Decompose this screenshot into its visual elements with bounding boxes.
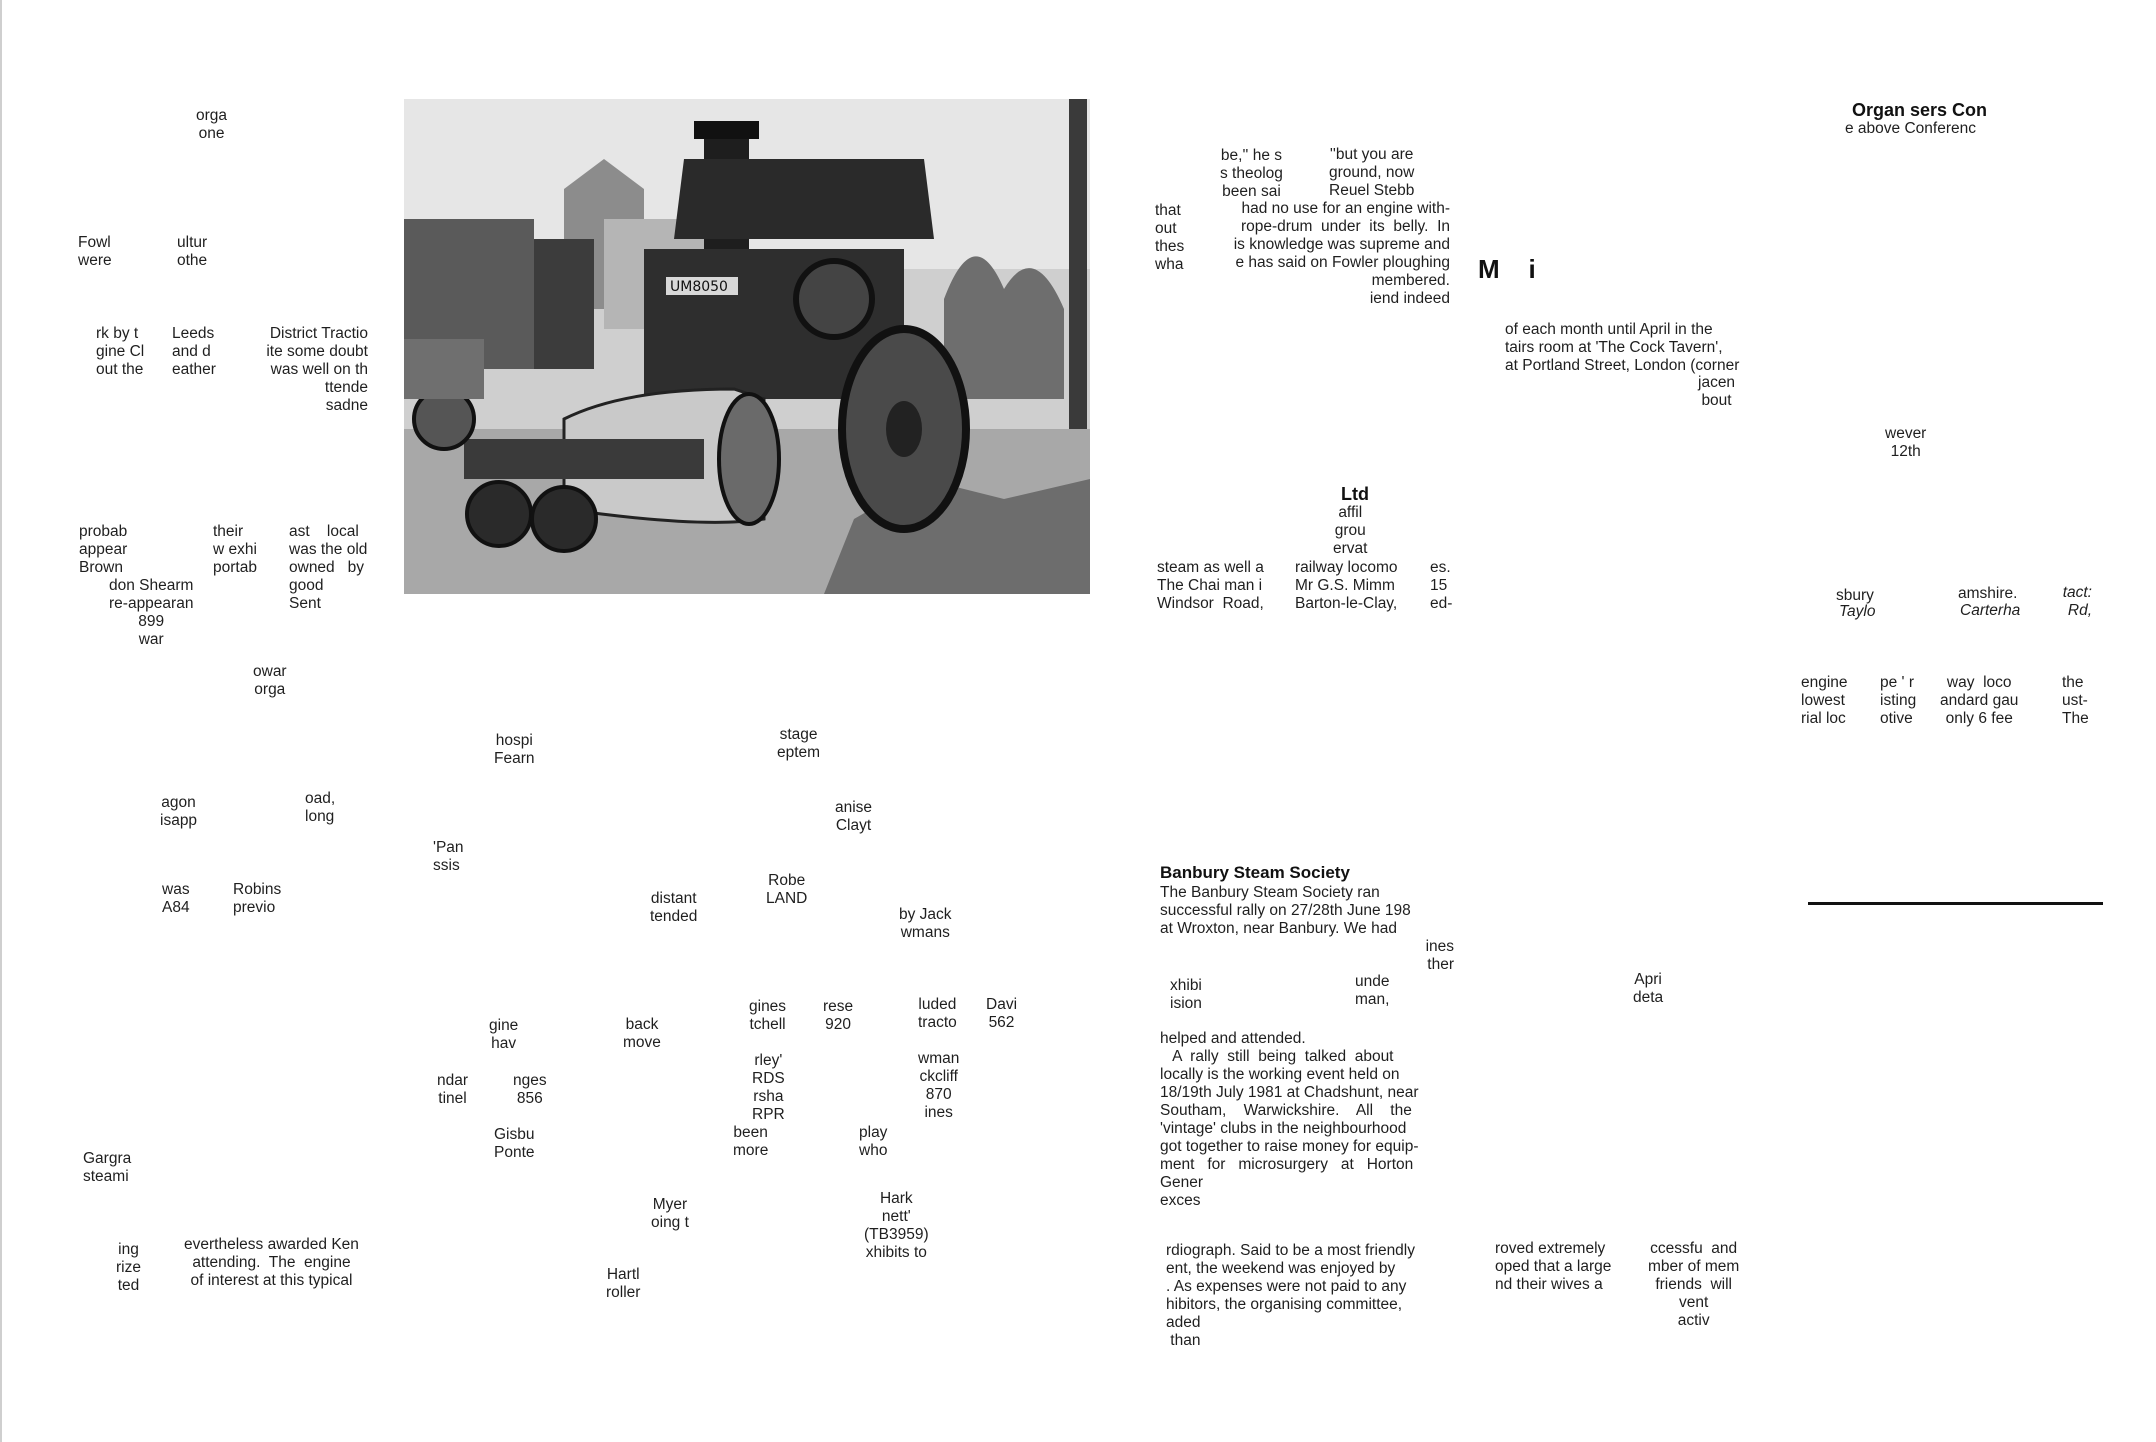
text-fragment: Carterha: [1960, 602, 2021, 619]
text-fragment: play who: [859, 1124, 888, 1159]
text-fragment: be,'' he s s theolog been sai: [1220, 147, 1283, 200]
text-fragment: had no use for an engine with- rope-drum under its belly. In is knowledge was supreme and e has said on Fowler ploughing membered. iend indeed: [1233, 200, 1450, 307]
traction-engine-photo: [404, 99, 1090, 594]
text-fragment: gine hav: [489, 1017, 519, 1052]
text-fragment: Gisbu Ponte: [494, 1126, 535, 1161]
text-fragment: Robe LAND: [766, 872, 808, 907]
text-fragment: steam as well a The Chai man i Windsor Road,: [1157, 559, 1264, 612]
text-fragment: helped and attended. A rally still being talked about locally is the working event held on 18/19th July 1981 at Chadshunt, near Southam, Warwickshire. All the 'vintage' clubs in the neighbourhood got together to raise money for equip- ment for microsurgery at Horton Gener exces: [1160, 1030, 1419, 1209]
text-fragment: Leeds and d eather: [172, 325, 216, 378]
column-rule: [1808, 902, 2103, 905]
text-fragment: gines tchell: [749, 998, 787, 1033]
text-fragment: xhibi ision: [1170, 977, 1202, 1012]
text-fragment: evertheless awarded Ken attending. The engine of interest at this typical: [184, 1236, 359, 1289]
text-fragment: Taylo: [1839, 603, 1876, 620]
text-fragment: probab appear Brown: [79, 523, 128, 576]
text-fragment: ndar tinel: [437, 1072, 469, 1107]
text-fragment: nges 856: [513, 1072, 547, 1107]
text-fragment: orga one: [196, 107, 228, 142]
text-fragment: wever 12th: [1885, 425, 1927, 460]
text-fragment: unde man,: [1355, 973, 1390, 1008]
text-fragment: sbury: [1836, 587, 1874, 604]
text-fragment: rk by t gine Cl out the: [96, 325, 145, 378]
text-fragment: Davi 562: [986, 996, 1018, 1031]
section-heading-mi: M i: [1478, 254, 1536, 284]
text-fragment: ing rize ted: [116, 1241, 141, 1294]
text-fragment: Fowl were: [78, 234, 112, 269]
text-fragment: Apri deta: [1633, 971, 1664, 1006]
text-fragment: ccessfu and mber of mem friends will vent activ: [1648, 1240, 1740, 1329]
text-fragment: rley' RDS rsha RPR: [752, 1052, 785, 1123]
text-fragment: 'Pan ssis: [433, 839, 464, 874]
text-fragment: pe ' r isting otive: [1880, 674, 1917, 727]
steamroller-illustration: [404, 99, 1090, 594]
text-fragment: amshire.: [1958, 585, 2018, 602]
text-fragment: their w exhi portab: [213, 523, 257, 576]
text-fragment: Myer oing t: [651, 1196, 689, 1231]
text-fragment: don Shearm re-appearan 899 war: [109, 577, 194, 648]
text-fragment: the ust- The: [2062, 674, 2089, 727]
text-fragment: been more: [733, 1124, 769, 1159]
text-fragment: es. 15 ed-: [1430, 559, 1453, 612]
text-fragment: agon isapp: [160, 794, 198, 829]
text-fragment: District Tractio ite some doubt was well on th ttende sadne: [266, 325, 368, 414]
text-fragment: hospi Fearn: [494, 732, 535, 767]
text-fragment: distant tended: [650, 890, 698, 925]
text-fragment: affil grou ervat: [1333, 504, 1368, 557]
text-fragment: e above Conferenc: [1845, 120, 1976, 137]
text-fragment: ''but you are ground, now Reuel Stebb: [1329, 146, 1415, 199]
text-fragment: back move: [623, 1016, 661, 1051]
text-fragment: oad, long: [305, 790, 336, 825]
section-heading-banbury: Banbury Steam Society: [1160, 863, 1350, 882]
text-fragment: luded tracto: [918, 996, 957, 1031]
text-fragment: ines ther: [1425, 938, 1454, 973]
text-fragment: way loco andard gau only 6 fee: [1940, 674, 2019, 727]
text-fragment: Robins previo: [233, 881, 282, 916]
text-fragment: Gargra steami: [83, 1150, 132, 1185]
text-fragment: roved extremely oped that a large nd their wives a: [1495, 1240, 1612, 1293]
text-fragment: wman ckcliff 870 ines: [918, 1050, 960, 1121]
text-fragment: by Jack wmans: [899, 906, 952, 941]
text-fragment: rdiograph. Said to be a most friendly ent, the weekend was enjoyed by . As expenses were not paid to any hibitors, the organising committee, aded than: [1166, 1242, 1415, 1349]
text-fragment: ultur othe: [177, 234, 208, 269]
text-fragment: tact: Rd,: [2062, 584, 2092, 619]
text-fragment: The Banbury Steam Society ran successful rally on 27/28th June 198 at Wroxton, near Banbury. We had: [1160, 884, 1411, 937]
text-fragment: railway locomo Mr G.S. Mimm Barton-le-Clay,: [1295, 559, 1398, 612]
text-fragment: Hark nett' (TB3959) xhibits to: [864, 1190, 929, 1261]
text-fragment: anise Clayt: [835, 799, 873, 834]
text-fragment: engine lowest rial loc: [1801, 674, 1848, 727]
text-fragment: Hartl roller: [606, 1266, 641, 1301]
page-edge: [0, 0, 2, 1442]
section-heading-ltd: Ltd: [1341, 484, 1369, 504]
text-fragment: stage eptem: [777, 726, 821, 761]
text-fragment: was A84: [162, 881, 190, 916]
text-fragment: of each month until April in the tairs room at 'The Cock Tavern', at Portland Street, London (corner: [1505, 321, 1740, 374]
text-fragment: ast local was the old owned by good Sent: [289, 523, 368, 612]
text-fragment: rese 920: [823, 998, 854, 1033]
section-heading-organisers: Organ sers Con: [1852, 100, 1988, 120]
text-fragment: owar orga: [253, 663, 287, 698]
plate-text: UM8050: [670, 279, 728, 295]
text-fragment: jacen bout: [1698, 374, 1736, 409]
text-fragment: that out thes wha: [1155, 202, 1185, 273]
